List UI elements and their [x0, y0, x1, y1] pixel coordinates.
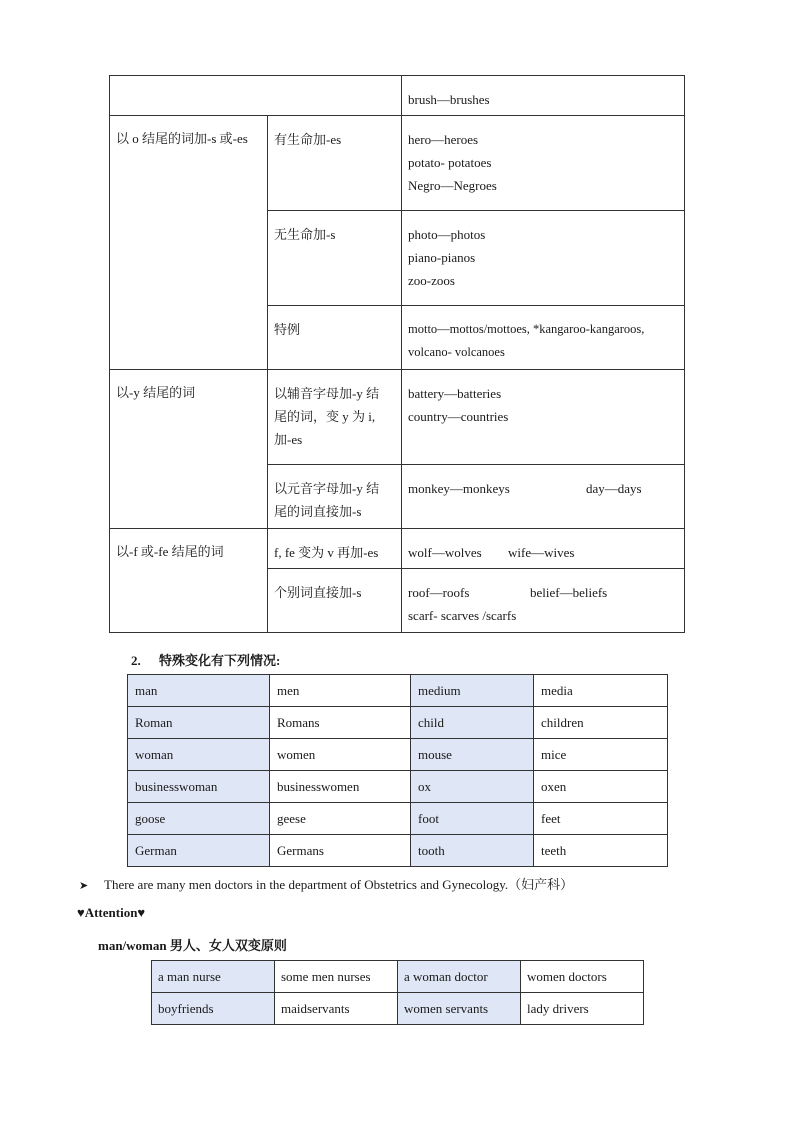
table-cell: women servants [398, 993, 521, 1025]
table-cell: man [128, 675, 270, 707]
example-cell: wolf—wolves wife—wives [402, 529, 685, 569]
arrow-bullet-icon: ➤ [79, 880, 89, 892]
table-cell: feet [534, 803, 668, 835]
table-cell: ox [411, 771, 534, 803]
attention-heading: ♥Attention♥ [77, 905, 146, 920]
table-cell: mouse [411, 739, 534, 771]
table-row [128, 835, 668, 867]
table-cell: tooth [411, 835, 534, 867]
table-row [152, 961, 644, 993]
table-cell: German [128, 835, 270, 867]
table-cell: oxen [534, 771, 668, 803]
table-row [110, 370, 685, 465]
table-row [128, 803, 668, 835]
table-cell: maidservants [275, 993, 398, 1025]
table-row [128, 707, 668, 739]
rule-cell: 有生命加-es [268, 116, 402, 211]
table-cell: children [534, 707, 668, 739]
example-cell: hero—heroes potato- potatoes Negro—Negroes [402, 116, 685, 211]
table-cell: mice [534, 739, 668, 771]
table-cell: boyfriends [152, 993, 275, 1025]
irregular-plurals-table [127, 674, 668, 867]
rule-cell: f, fe 变为 v 再加-es [268, 529, 402, 569]
rule-cell: 个别词直接加-s [268, 569, 402, 633]
example-sentence: ➤ There are many men doctors in the department of Obstetrics and Gynecology.（妇产科） [79, 877, 574, 892]
category-cell: 以 o 结尾的词加-s 或-es [110, 116, 268, 370]
table-cell: media [534, 675, 668, 707]
example-cell: brush—brushes [402, 76, 685, 116]
table-cell: Roman [128, 707, 270, 739]
category-cell: 以-f 或-fe 结尾的词 [110, 529, 268, 633]
table-cell: goose [128, 803, 270, 835]
rule-cell: 无生命加-s [268, 211, 402, 306]
rule-cell: 以元音字母加-y 结 尾的词直接加-s [268, 465, 402, 529]
table-cell: geese [270, 803, 411, 835]
table-cell: child [411, 707, 534, 739]
table-row [128, 771, 668, 803]
table-row [128, 675, 668, 707]
table-cell: foot [411, 803, 534, 835]
table-row [152, 993, 644, 1025]
rule-title: man/woman 男人、女人双变原则 [98, 938, 287, 953]
table-row [110, 116, 685, 211]
table-row [110, 76, 685, 116]
table-row [110, 529, 685, 569]
example-cell: roof—roofs belief—beliefs scarf- scarves /scarfs [402, 569, 685, 633]
table-cell: Romans [270, 707, 411, 739]
example-cell: battery—batteries country—countries [402, 370, 685, 465]
rule-cell: 特例 [268, 306, 402, 370]
category-cell: 以-y 结尾的词 [110, 370, 268, 529]
table-cell: Germans [270, 835, 411, 867]
table-cell: businesswoman [128, 771, 270, 803]
table-cell: some men nurses [275, 961, 398, 993]
plural-rules-table [109, 75, 685, 633]
section-heading: 2. 特殊变化有下列情况: [131, 653, 281, 668]
example-cell: motto—mottos/mottoes, *kangaroo-kangaroos, volcano- volcanoes [402, 306, 685, 370]
table-cell: a man nurse [152, 961, 275, 993]
table-cell: women [270, 739, 411, 771]
table-cell: businesswomen [270, 771, 411, 803]
table-row [128, 739, 668, 771]
table-cell: teeth [534, 835, 668, 867]
table-cell: men [270, 675, 411, 707]
table-cell: a woman doctor [398, 961, 521, 993]
man-woman-table [151, 960, 644, 1025]
example-cell: monkey—monkeys day—days [402, 465, 685, 529]
table-cell: women doctors [521, 961, 644, 993]
table-cell: woman [128, 739, 270, 771]
table-cell: medium [411, 675, 534, 707]
table-cell: lady drivers [521, 993, 644, 1025]
example-cell: photo—photos piano-pianos zoo-zoos [402, 211, 685, 306]
rule-cell: 以辅音字母加-y 结 尾的词，变 y 为 i, 加-es [268, 370, 402, 465]
